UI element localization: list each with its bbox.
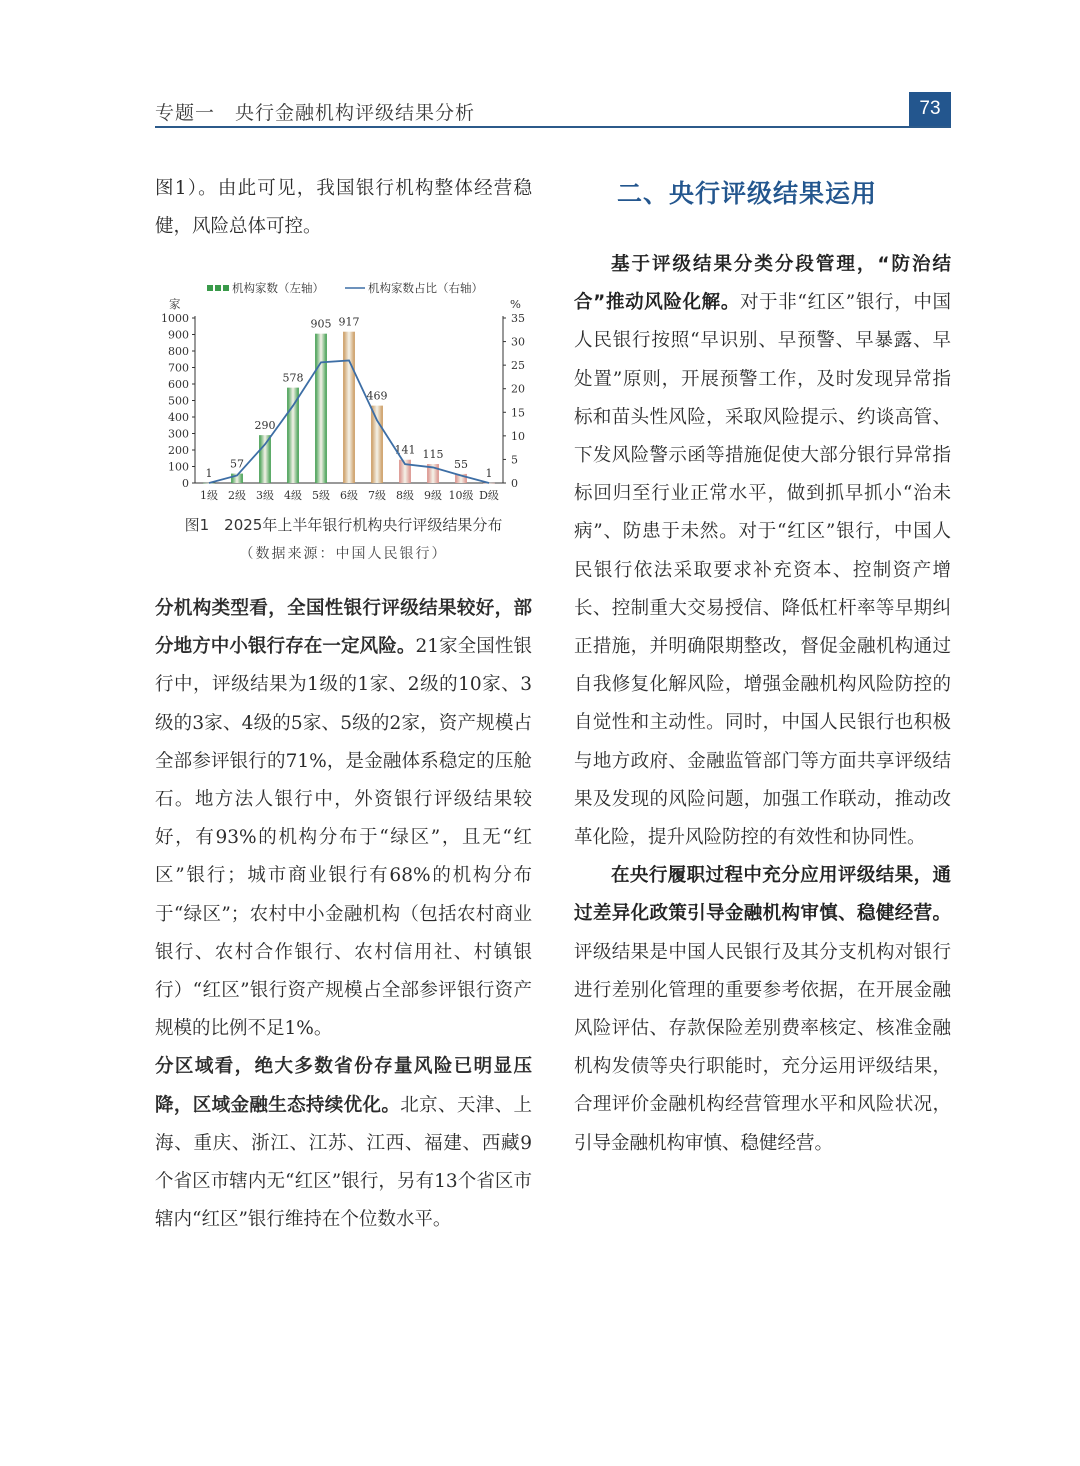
paragraph-text: 对于非“红区”银行，中国人民银行按照“早识别、早预警、早暴露、早处置”原则，开展预警工作，及时发现异常指标和苗头性风险，采取风险提示、约谈高管、下发风险警示函等措施促使大部分银行异常指标回归至行业正常水平，做到抓早抓小“治未病”、防患于未然。对于“红区”银行，中国人民银行依法采取要求补充资本、控制资产增长、控制重大交易授信、降低杠杆率等早期纠正措施，并明确限期整改，督促金融机构通过自我修复化解风险，增强金融机构风险防控的自觉性和主动性。同时，中国人民银行也积极与地方政府、金融监管部门等方面共享评级结果及发现的风险问题，加强工作联动，推动改革化险，提升风险防控的有效性和协同性。 — [574, 292, 951, 849]
x-tick-label: 8级 — [396, 489, 414, 502]
left-tick-label: 200 — [168, 444, 189, 457]
header-rule — [155, 126, 951, 128]
right-tick-label: 5 — [511, 453, 518, 467]
x-tick-label: 2级 — [228, 489, 246, 502]
bar-value-label: 917 — [338, 315, 360, 329]
right-tick-label: 25 — [511, 359, 525, 373]
left-tick-label: 1000 — [161, 312, 189, 325]
x-tick-label: 9级 — [424, 489, 442, 502]
left-tick-label: 300 — [168, 427, 189, 441]
right-tick-label: 35 — [511, 312, 525, 325]
bar-value-label: 141 — [394, 443, 416, 457]
x-tick-label: 7级 — [368, 489, 386, 502]
intro-paragraph: 图1）。由此可见，我国银行机构整体经营稳健，风险总体可控。 — [155, 178, 532, 238]
page-number: 73 — [909, 92, 951, 126]
lead-sentence: 分区域看，绝大多数省份存量风险已明显压降，区域金融生态持续优化。 — [155, 1056, 532, 1116]
left-axis-unit: 家 — [169, 297, 181, 311]
left-tick-label: 100 — [168, 460, 189, 474]
bar-value-label: 115 — [422, 448, 444, 462]
bar-5级 — [315, 334, 327, 483]
running-title: 专题一 央行金融机构评级结果分析 — [155, 102, 476, 124]
right-axis-unit: % — [510, 297, 521, 311]
left-tick-label: 800 — [168, 345, 189, 358]
right-tick-label: 20 — [511, 382, 525, 396]
left-intro — [155, 170, 532, 246]
paragraph-rating-application — [574, 857, 951, 1163]
section-title: 二、央行评级结果运用 — [617, 179, 878, 208]
bar-value-label: 1 — [205, 466, 213, 480]
x-tick-label: D级 — [479, 489, 499, 502]
paragraph-text: 北京、天津、上海、重庆、浙江、江苏、江西、福建、西藏9个省区市辖内无“红区”银行，另有13个省区市辖内“红区”银行维持在个位数水平。 — [155, 1094, 532, 1231]
paragraph-institution-type — [155, 590, 532, 1048]
x-tick-label: 3级 — [256, 489, 274, 502]
left-tick-label: 600 — [168, 378, 189, 391]
bar-3级 — [259, 435, 271, 483]
bar-value-label: 55 — [454, 457, 468, 471]
x-tick-label: 10级 — [448, 489, 474, 502]
figure-source: （数据来源：中国人民银行） — [239, 546, 448, 562]
x-tick-label: 4级 — [284, 489, 302, 502]
paragraph-region — [155, 1048, 532, 1239]
page-header — [155, 96, 951, 128]
left-tick-label: 500 — [168, 394, 189, 408]
lead-sentence: 分机构类型看，全国性银行评级结果较好，部分地方中小银行存在一定风险。 — [155, 598, 532, 658]
rating-chart — [155, 270, 532, 515]
bar-value-label: 469 — [366, 389, 388, 403]
bar-value-label: 290 — [254, 419, 276, 433]
left-tick-label: 700 — [168, 361, 189, 375]
bar-value-label: 57 — [230, 457, 244, 471]
legend-bar-swatch — [223, 285, 229, 291]
left-tick-label: 900 — [168, 328, 189, 342]
legend-line-label: 机构家数占比（右轴） — [368, 281, 483, 295]
x-tick-label: 5级 — [312, 489, 330, 502]
right-tick-label: 0 — [511, 477, 518, 490]
bar-7级 — [371, 406, 383, 483]
legend-bar-swatch — [207, 285, 213, 291]
bar-value-label: 578 — [282, 371, 304, 385]
lead-sentence: 基于评级结果分类分段管理，“防治结合”推动风险化解。 — [574, 254, 951, 314]
x-tick-label: 1级 — [200, 489, 218, 502]
legend-bar-label: 机构家数（左轴） — [232, 281, 324, 295]
bar-value-label: 905 — [310, 317, 332, 331]
lead-sentence: 在央行履职过程中充分应用评级结果，通过差异化政策引导金融机构审慎、稳健经营。 — [574, 865, 951, 925]
chart-svg — [155, 270, 532, 515]
legend-bar-swatch — [215, 285, 221, 291]
left-tick-label: 400 — [168, 411, 189, 424]
right-tick-label: 30 — [511, 335, 525, 349]
bar-4级 — [287, 388, 299, 483]
right-tick-label: 15 — [511, 406, 525, 420]
right-body — [574, 246, 951, 1163]
paragraph-text: 评级结果是中国人民银行及其分支机构对银行进行差别化管理的重要参考依据，在开展金融风险评估、存款保险差别费率核定、核准金融机构发债等央行职能时，充分运用评级结果，合理评价金融机构经营管理水平和风险状况，引导金融机构审慎、稳健经营。 — [574, 941, 951, 1154]
right-tick-label: 10 — [511, 429, 525, 443]
paragraph-classified-management — [574, 246, 951, 857]
x-tick-label: 6级 — [340, 489, 358, 502]
figure-caption: 图1 2025年上半年银行机构央行评级结果分布 — [184, 516, 503, 534]
bar-value-label: 1 — [485, 466, 493, 480]
bar-6级 — [343, 332, 355, 483]
paragraph-text: 21家全国性银行中，评级结果为1级的1家、2级的10家、3级的3家、4级的5家、5级的2家，资产规模占全部参评银行的71%，是金融体系稳定的压舱石。地方法人银行中，外资银行评级结果较好，有93%的机构分布于“绿区”，且无“红区”银行；城市商业银行有68%的机构分布于“绿区”；农村中小金融机构（包括农村商业银行、农村合作银行、农村信用社、村镇银行）“红区”银行资产规模占全部参评银行资产规模的比例不足1%。 — [155, 636, 532, 1040]
left-body — [155, 590, 532, 1239]
left-tick-label: 0 — [182, 477, 189, 490]
